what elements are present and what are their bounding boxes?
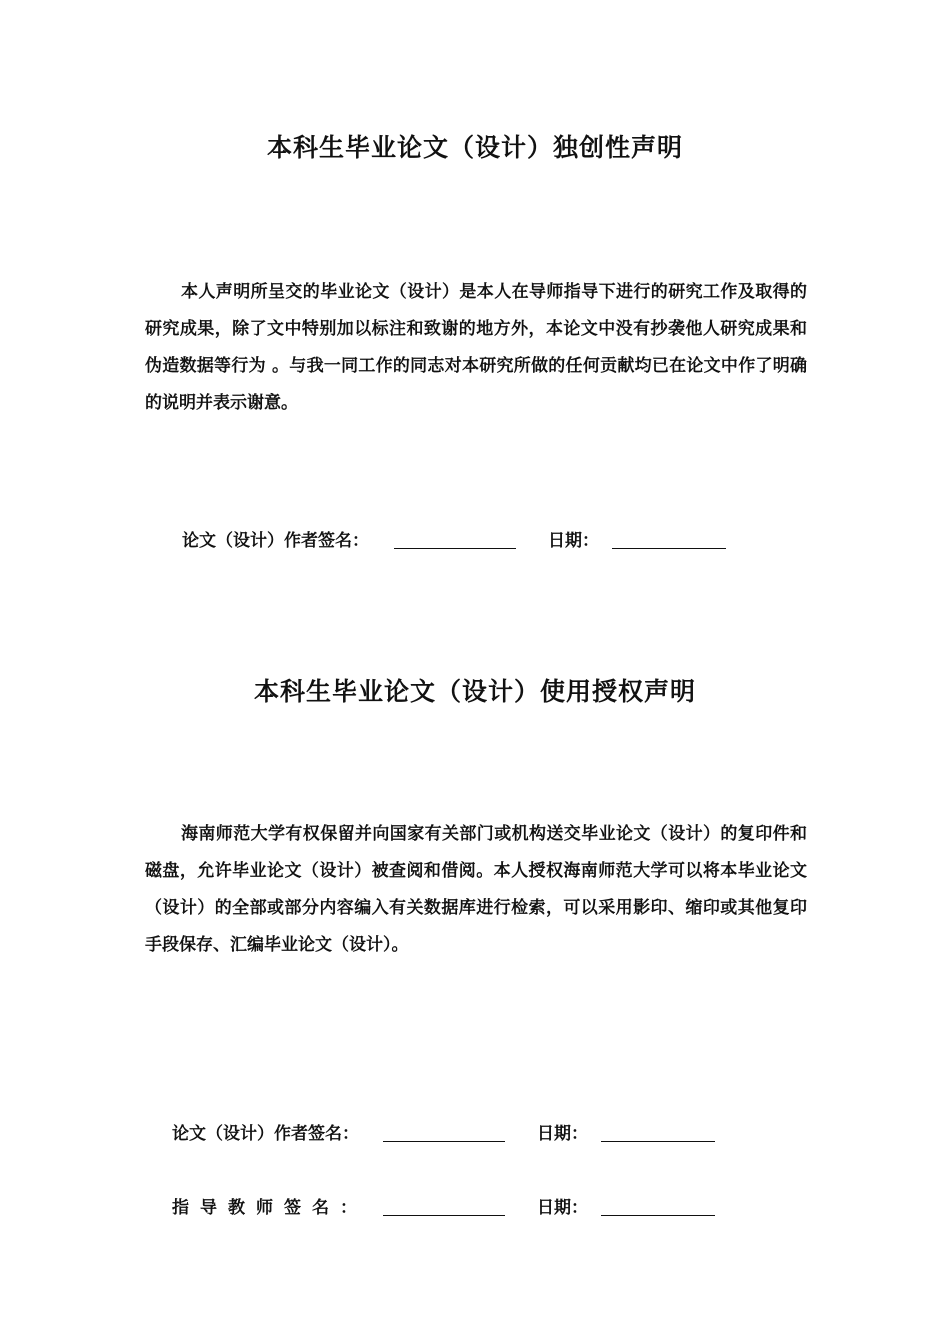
originality-declaration-body: 本人声明所呈交的毕业论文（设计）是本人在导师指导下进行的研究工作及取得的研究成果，除了文中特别加以标注和致谢的地方外，本论文中没有抄袭他人研究成果和伪造数据等行为 。与我一同工作的同志对本研究所做的任何贡献均已在论文中作了明确的说明并表示谢意。 (145, 282, 807, 413)
authorization-author-signature-row (0, 1119, 950, 1149)
advisor-signature-line[interactable] (383, 1215, 505, 1216)
advisor-date-label: 日期： (537, 1198, 588, 1218)
author-signature-line[interactable] (394, 548, 516, 549)
date-label: 日期： (548, 531, 599, 551)
advisor-signature-row (0, 1193, 950, 1223)
date-line[interactable] (612, 548, 726, 549)
author-signature-line[interactable] (383, 1141, 505, 1142)
author-date-label: 日期： (537, 1124, 588, 1144)
author-date-line[interactable] (601, 1141, 715, 1142)
author-signature-label: 论文（设计）作者签名： (182, 531, 369, 551)
originality-signature-row (0, 526, 950, 556)
advisor-signature-label: 指导教师签名： (172, 1198, 368, 1218)
advisor-date-line[interactable] (601, 1215, 715, 1216)
authorization-declaration-title: 本科生毕业论文（设计）使用授权声明 (253, 677, 696, 706)
originality-declaration-title: 本科生毕业论文（设计）独创性声明 (266, 133, 683, 162)
authorization-declaration-body: 海南师范大学有权保留并向国家有关部门或机构送交毕业论文（设计）的复印件和磁盘，允许毕业论文（设计）被查阅和借阅。本人授权海南师范大学可以将本毕业论文（设计）的全部或部分内容编入有关数据库进行检索，可以采用影印、缩印或其他复印手段保存、汇编毕业论文（设计）。 (145, 824, 807, 955)
author-signature-label: 论文（设计）作者签名： (172, 1124, 359, 1144)
